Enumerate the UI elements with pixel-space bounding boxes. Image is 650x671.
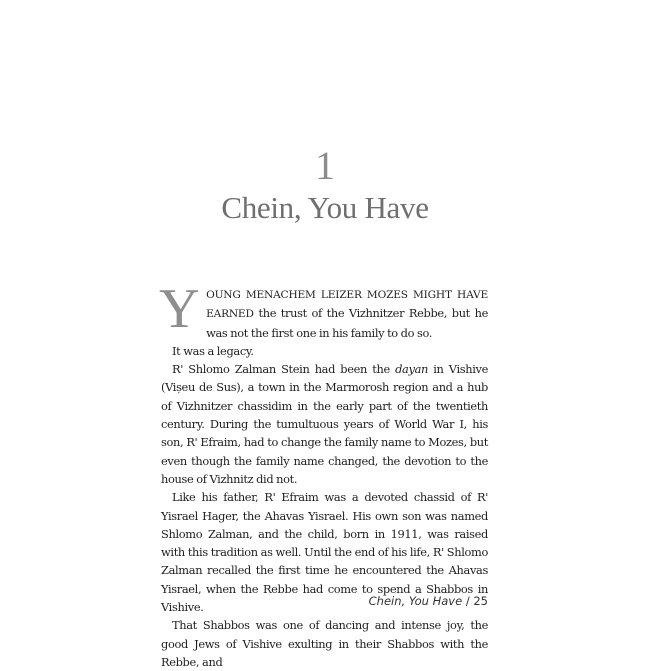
italic-term: dayan	[395, 362, 429, 377]
page-number: 25	[473, 594, 488, 608]
chapter-number: 1	[315, 143, 335, 188]
opening-text: the trust of the Vizhnitzer Rebbe, but he was not the first one in his family to do so.	[206, 306, 488, 340]
paragraph-text: in Vishive (Vișeu de Sus), a town in the Marmorosh region and a hub of Vizhnitzer chassidim in the early part of the twentieth century. During the tumultuous years of World War I, his son, R' Efraim, had to change the family name to Mozes, but even though the family name changed, the devotion to the house of Vizhnitz did not.	[161, 362, 488, 486]
paragraph-text: R' Shlomo Zalman Stein had been the	[172, 362, 396, 377]
paragraph	[161, 360, 488, 488]
running-title: Chein, You Have	[368, 594, 463, 608]
paragraph: That Shabbos was one of dancing and intense joy, the good Jews of Vishive exulting in their Shabbos with the Rebbe, and	[161, 618, 488, 669]
page-footer	[369, 594, 488, 608]
chapter-title: Chein, You Have	[221, 190, 429, 225]
drop-cap: Y	[159, 278, 200, 340]
body-text	[159, 278, 488, 671]
paragraph: It was a legacy.	[172, 343, 254, 358]
footer-separator: /	[462, 594, 474, 608]
opening-small-caps: OUNG MENACHEM LEIZER MOZES MIGHT HAVE EARNED	[206, 289, 488, 321]
paragraph: Like his father, R' Efraim was a devoted chassid of R' Yisrael Hager, the Ahavas Yisrael. His own son was named Shlomo Zalman, and the child, born in 1911, was raised with this tradition as well. Until the end of his life, R' Shlomo Zalman recalled the first time he encountered the Ahavas Yisrael, when the Rebbe had come to spend a Shabbos in Vishive.	[161, 490, 488, 615]
paragraph-opening	[159, 278, 488, 342]
